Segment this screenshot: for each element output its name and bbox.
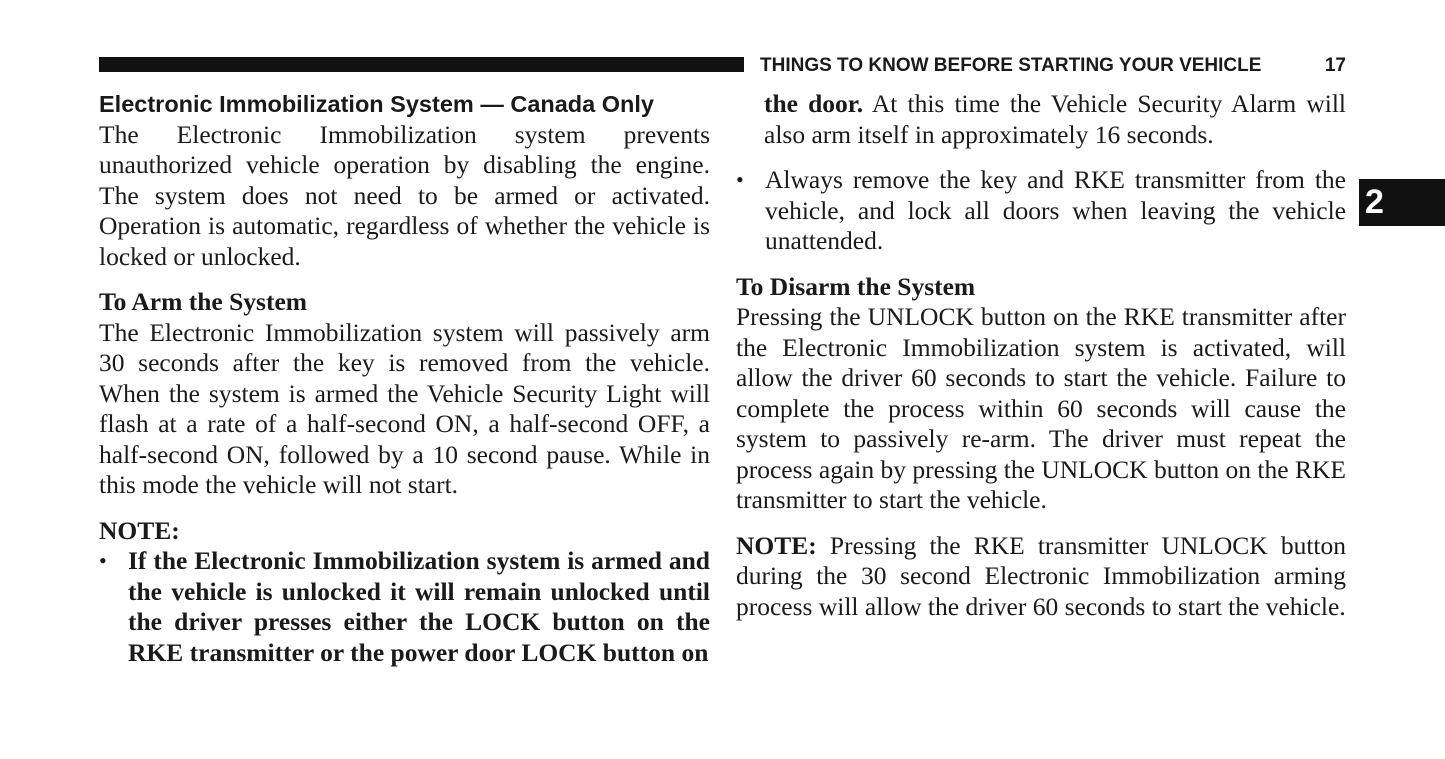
- right-column: [736, 89, 1346, 622]
- disarm-paragraph: Pressing the UNLOCK button on the RKE transmitter after the Electronic Immobilization system is activated, will allow the driver 60 seconds to start the vehicle. Failure to complete the process within 60 seconds will cause the system to passively re-arm. The driver must repeat the process again by pressing the UNLOCK button on the RKE transmitter to start the vehicle.: [736, 302, 1346, 514]
- bullet-dot-icon: •: [736, 167, 744, 192]
- header-rule: [99, 57, 744, 72]
- note-text: Pressing the RKE transmitter UNLOCK button during the 30 second Electronic Immobilization arming process will allow the driver 60 seconds to start the vehicle.: [736, 530, 1346, 621]
- note-bullet-item: [736, 165, 1346, 257]
- continued-paragraph: [736, 89, 1346, 150]
- note-label: NOTE:: [736, 530, 817, 560]
- continued-text: At this time the Vehicle Security Alarm will also arm itself in approximately 16 seconds.: [764, 89, 1346, 149]
- intro-paragraph: The Electronic Immobilization system prevents unauthorized vehicle operation by disabling the engine. The system does not need to be armed or activated. Operation is automatic, regardless of whether the vehicle is locked or unlocked.: [99, 119, 710, 271]
- note-bullet-item: [99, 546, 710, 668]
- arm-paragraph: The Electronic Immobilization system will passively arm 30 seconds after the key is removed from the vehicle. When the system is armed the Vehicle Security Light will flash at a rate of a half-second ON, a half-second OFF, a half-second ON, followed by a 10 second pause. While in this mode the vehicle will not start.: [99, 317, 710, 499]
- chapter-tab: 2: [1359, 179, 1445, 226]
- left-column: [99, 89, 710, 668]
- note-heading: NOTE:: [99, 515, 180, 545]
- note-paragraph: [736, 531, 1346, 623]
- disarm-heading: To Disarm the System: [736, 271, 976, 301]
- note-bullet-text: Always remove the key and RKE transmitter from the vehicle, and lock all doors when leaving the vehicle unattended.: [765, 165, 1346, 255]
- running-header: [760, 54, 1346, 78]
- page-number: 17: [1324, 55, 1346, 76]
- section-title: Electronic Immobilization System — Canada Only: [99, 91, 654, 117]
- continued-bold-text: the door.: [764, 89, 864, 118]
- arm-heading: To Arm the System: [99, 287, 308, 316]
- bullet-dot-icon: •: [99, 548, 107, 573]
- note-bullet-text: If the Electronic Immobilization system is armed and the vehicle is unlocked it will remain unlocked until the driver presses either the LOCK button on the RKE transmitter or the power door LOCK button on: [128, 546, 710, 667]
- running-title: THINGS TO KNOW BEFORE STARTING YOUR VEHICLE: [760, 55, 1262, 76]
